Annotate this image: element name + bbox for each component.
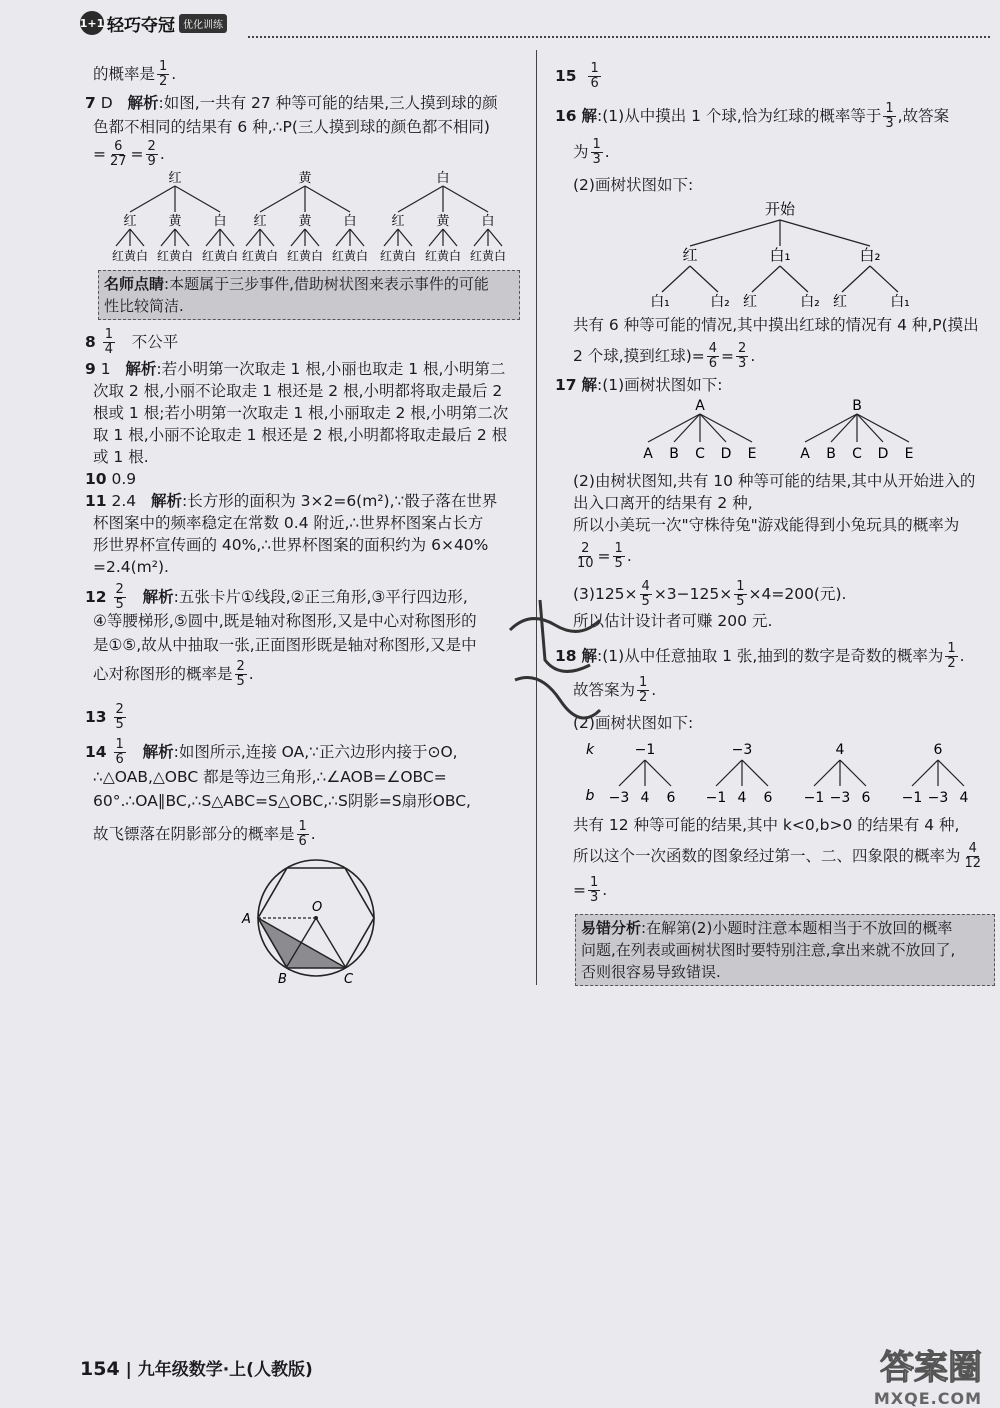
tree-leaf: −1 (803, 790, 825, 806)
tree-branch (474, 229, 488, 246)
tree-branch (305, 229, 319, 246)
tree-leaf: C (852, 446, 862, 462)
answer-18-line6: = $\frac{1}{3}$ . (573, 875, 608, 905)
answer-7-line3: = $\frac{6}{27}$ = $\frac{2}{9}$ . (93, 139, 165, 169)
tree-root: 黄 (298, 171, 312, 186)
answer-15: 15 $\frac{1}{6}$ (555, 61, 599, 91)
tree-leaf: −1 (901, 790, 923, 806)
tree-branch (246, 229, 260, 246)
tree-mid: 白 (481, 214, 495, 229)
b-label: b (585, 788, 595, 804)
tree-branch (857, 414, 883, 442)
tree-leaf: 红黄白 (331, 249, 369, 263)
answer-16-line5: 2 个球,摸到红球)= $\frac{4}{6}$ = $\frac{2}{3}$ . (573, 341, 756, 371)
tip-box-7: 名师点睛:本题属于三步事件,借助树状图来表示事件的可能 性比较简洁. (98, 270, 520, 320)
answer-17-line1: 17 解:(1)画树状图如下: (555, 376, 723, 394)
answer-17-line7: 所以估计设计者可赚 200 元. (573, 612, 773, 630)
tree-branch (752, 266, 780, 292)
answer-12-line3: 是①⑤,故从中抽取一张,正面图形既是轴对称图形,又是中 (93, 636, 477, 654)
tree-root: −1 (634, 742, 656, 758)
tree-branch (429, 229, 443, 246)
tree-root: 红 (168, 171, 182, 186)
tree-branch (619, 760, 645, 786)
watermark-url: MXQE.COM (873, 1389, 982, 1408)
answer-18-line4: 共有 12 种等可能的结果,其中 k<0,b>0 的结果有 4 种, (573, 816, 960, 834)
tree-branch (443, 229, 457, 246)
tree-leaf: 红黄白 (241, 249, 279, 263)
answer-9-line1: 9 1 解析:若小明第一次取走 1 根,小丽也取走 1 根,小明第二 (85, 360, 506, 378)
tree-branch (488, 229, 502, 246)
tree-branch (291, 229, 305, 246)
tree-leaf: 红黄白 (379, 249, 417, 263)
tree-leaf: B (669, 446, 679, 462)
header-rule (248, 36, 990, 38)
tree-leaf: 白₂ (800, 294, 820, 308)
brand-tag: 优化训练 (179, 14, 227, 33)
tree-leaf: 红黄白 (111, 249, 149, 263)
tree-branch (857, 414, 909, 442)
tree-leaf: 4 (959, 790, 969, 806)
tree-branch (350, 229, 364, 246)
answer-13: 13 $\frac{2}{5}$ (85, 702, 124, 732)
tree-leaf: 白₁ (650, 294, 670, 308)
tree-branch (206, 229, 220, 246)
answer-11-line2: 杯图案中的频率稳定在常数 0.4 附近,∴世界杯图案占长方 (93, 514, 484, 532)
answer-9-line4: 取 1 根,小丽不论取走 1 根还是 2 根,小明都将取走最后 2 根 (93, 426, 508, 444)
tree-branch (648, 414, 700, 442)
tree-branch (116, 229, 130, 246)
tree-branch (840, 760, 866, 786)
answer-11-line4: =2.4(m²). (93, 558, 169, 576)
tree-branch (260, 229, 274, 246)
answer-17-line5: $\frac{2}{10}$ = $\frac{1}{5}$ . (577, 541, 632, 571)
tree-leaf: 红黄白 (424, 249, 462, 263)
tree-leaf: −1 (705, 790, 727, 806)
tree-leaf: 白₂ (710, 294, 730, 308)
tree-branch (780, 220, 870, 246)
answer-16-line2: 为 $\frac{1}{3}$ . (573, 137, 610, 167)
tree-leaf: 红黄白 (469, 249, 507, 263)
logo-mark: 1+1 (80, 11, 104, 35)
point-c-label: C (344, 972, 354, 983)
column-divider (536, 50, 537, 985)
tree-root: 白 (436, 171, 450, 186)
tree-leaf: D (877, 446, 889, 462)
answer-11-line1: 11 2.4 解析:长方形的面积为 3×2=6(m²),∵骰子落在世界 (85, 492, 498, 510)
tree-leaf: 6 (666, 790, 676, 806)
answer-17-line2: (2)由树状图知,共有 10 种等可能的结果,其中从开始进入的 (573, 472, 976, 490)
point-o-label: O (312, 900, 323, 915)
tree-mid: 白₁ (769, 246, 791, 264)
answer-9-line5: 或 1 根. (93, 448, 149, 466)
tree-branch (305, 186, 350, 212)
tree-branch (175, 229, 189, 246)
answer-16-line4: 共有 6 种等可能的情况,其中摸出红球的情况有 4 种,P(摸出 (573, 316, 979, 334)
watermark-logo: 答案圈 (880, 1348, 982, 1388)
answer-16-line3: (2)画树状图如下: (573, 176, 694, 194)
answer-14-line4: 故飞镖落在阴影部分的概率是 $\frac{1}{6}$ . (93, 819, 316, 849)
answer-12-line1: 12 $\frac{2}{5}$ 解析:五张卡片①线段,②正三角形,③平行四边形, (85, 582, 468, 612)
tree-leaf: 6 (763, 790, 773, 806)
tree-mid: 白₂ (859, 246, 881, 264)
tree-branch (690, 220, 780, 246)
tree-diagram-7 (93, 170, 523, 280)
tree-branch (161, 229, 175, 246)
tree-mid: 红 (253, 214, 267, 229)
answer-18-line3: (2)画树状图如下: (573, 714, 694, 732)
tree-branch (130, 186, 175, 212)
tree-leaf: 4 (640, 790, 650, 806)
tree-branch (398, 229, 412, 246)
header (80, 8, 990, 38)
tree-branch (742, 760, 768, 786)
k-label: k (585, 742, 595, 758)
tree-mid: 红 (391, 214, 405, 229)
tree-branch (674, 414, 700, 442)
tree-branch (336, 229, 350, 246)
answer-14-line2: ∴△OAB,△OBC 都是等边三角形,∴∠AOB=∠OBC= (93, 768, 447, 786)
tree-branch (260, 186, 305, 212)
answer-18-line2: 故答案为 $\frac{1}{2}$ . (573, 675, 657, 705)
point-a-label: A (242, 912, 251, 927)
tree-leaf: 红黄白 (286, 249, 324, 263)
answer-8: 8 $\frac{1}{4}$ 不公平 (85, 327, 179, 357)
tree-branch (814, 760, 840, 786)
tree-leaf: 红黄白 (156, 249, 194, 263)
answer-17-line4: 所以小美玩一次"守株待兔"游戏能得到小兔玩具的概率为 (573, 516, 960, 534)
point-b-label: B (278, 972, 287, 983)
tree-branch (130, 229, 144, 246)
tree-branch (220, 229, 234, 246)
answer-18-line5: 所以这个一次函数的图象经过第一、二、四象限的概率为 $\frac{4}{12}$ (573, 841, 982, 871)
page-number: 154 (80, 1358, 120, 1380)
tree-diagram-18 (580, 736, 990, 806)
tree-root: B (852, 398, 862, 414)
tree-mid: 白 (213, 214, 227, 229)
tree-root: −3 (731, 742, 753, 758)
tree-branch (870, 266, 898, 292)
tree-leaf: 4 (737, 790, 747, 806)
tree-root: 6 (933, 742, 943, 758)
answer-12-line4: 心对称图形的概率是 $\frac{2}{5}$ . (93, 659, 254, 689)
tree-leaf: −3 (927, 790, 949, 806)
tree-leaf: 红黄白 (201, 249, 239, 263)
tree-leaf: 6 (861, 790, 871, 806)
watermark (812, 1340, 982, 1408)
answer-6-tail: 的概率是 $\frac{1}{2}$ . (93, 59, 177, 89)
tree-leaf: C (695, 446, 705, 462)
tree-branch (700, 414, 752, 442)
tree-leaf: D (720, 446, 732, 462)
tree-branch (443, 186, 488, 212)
answer-17-line6: (3)125× $\frac{4}{5}$ ×3−125× $\frac{1}{5}$ ×4=200(元). (573, 579, 847, 609)
answer-11-line3: 形世界杯宣传画的 40%,∴世界杯图案的面积约为 6×40% (93, 536, 489, 554)
tree-leaf: −3 (829, 790, 851, 806)
tree-leaf: 白₁ (890, 294, 910, 308)
answer-9-line3: 根或 1 根;若小明第一次取走 1 根,小丽取走 2 根,小明第二次 (93, 404, 509, 422)
tree-diagram-16 (615, 198, 945, 308)
tree-mid: 红 (682, 246, 698, 264)
tree-root: A (695, 398, 705, 414)
tree-branch (780, 266, 808, 292)
answer-17-line3: 出入口离开的结果有 2 种, (573, 494, 753, 512)
tree-leaf: −3 (608, 790, 630, 806)
brand-logo (80, 10, 227, 36)
ink-stamp (500, 590, 610, 730)
answer-12-line2: ④等腰梯形,⑤圆中,既是轴对称图形,又是中心对称图形的 (93, 612, 477, 630)
tree-branch (716, 760, 742, 786)
tree-diagram-17 (635, 396, 965, 464)
tree-branch (384, 229, 398, 246)
answer-14-line1: 14 $\frac{1}{6}$ 解析:如图所示,连接 OA,∵正六边形内接于⊙O, (85, 737, 458, 767)
tree-branch (662, 266, 690, 292)
answer-10: 10 0.9 (85, 470, 137, 488)
tree-root: 开始 (764, 200, 796, 218)
brand-name: 轻巧夺冠 (107, 15, 175, 36)
tree-leaf: 红 (833, 294, 847, 308)
tree-mid: 黄 (298, 214, 312, 229)
tip-box-18: 易错分析:在解第(2)小题时注意本题相当于不放回的概率 问题,在列表或画树状图时要特别注意,拿出来就不放回了, 否则很容易导致错误. (575, 914, 995, 986)
tree-mid: 黄 (436, 214, 450, 229)
answer-7-line1: 7 D 解析:如图,一共有 27 种等可能的结果,三人摸到球的颜 (85, 94, 498, 112)
tree-root: 4 (835, 742, 845, 758)
tree-leaf: A (800, 446, 810, 462)
tree-leaf: E (904, 446, 914, 462)
tree-branch (690, 266, 718, 292)
tree-mid: 红 (123, 214, 137, 229)
tree-branch (700, 414, 726, 442)
answer-16-line1: 16 解:(1)从中摸出 1 个球,恰为红球的概率等于 $\frac{1}{3}$ ,故答案 (555, 101, 950, 131)
answer-7-line2: 色都不相同的结果有 6 种,∴P(三人摸到球的颜色都不相同) (93, 118, 490, 136)
tree-branch (912, 760, 938, 786)
tree-branch (805, 414, 857, 442)
tree-branch (398, 186, 443, 212)
tree-branch (842, 266, 870, 292)
footer: 154 | 九年级数学·上(人教版) (80, 1358, 313, 1380)
tree-mid: 白 (343, 214, 357, 229)
tree-leaf: E (747, 446, 757, 462)
tree-branch (938, 760, 964, 786)
tree-leaf: A (643, 446, 653, 462)
tree-mid: 黄 (168, 214, 182, 229)
hexagon-figure (238, 853, 378, 983)
tree-branch (831, 414, 857, 442)
fraction: $\frac{1}{2}$ (159, 59, 168, 89)
answer-18-line1: 18 解:(1)从中任意抽取 1 张,抽到的数字是奇数的概率为 $\frac{1}{2}$ . (555, 641, 965, 671)
tree-leaf: 红 (743, 294, 757, 308)
answer-14-line3: 60°.∴OA∥BC,∴S△ABC=S△OBC,∴S阴影=S扇形OBC, (93, 792, 471, 810)
tree-branch (175, 186, 220, 212)
tree-branch (645, 760, 671, 786)
tree-leaf: B (826, 446, 836, 462)
book-title: 九年级数学·上(人教版) (137, 1360, 313, 1380)
answer-9-line2: 次取 2 根,小丽不论取走 1 根还是 2 根,小明都将取走最后 2 (93, 382, 503, 400)
